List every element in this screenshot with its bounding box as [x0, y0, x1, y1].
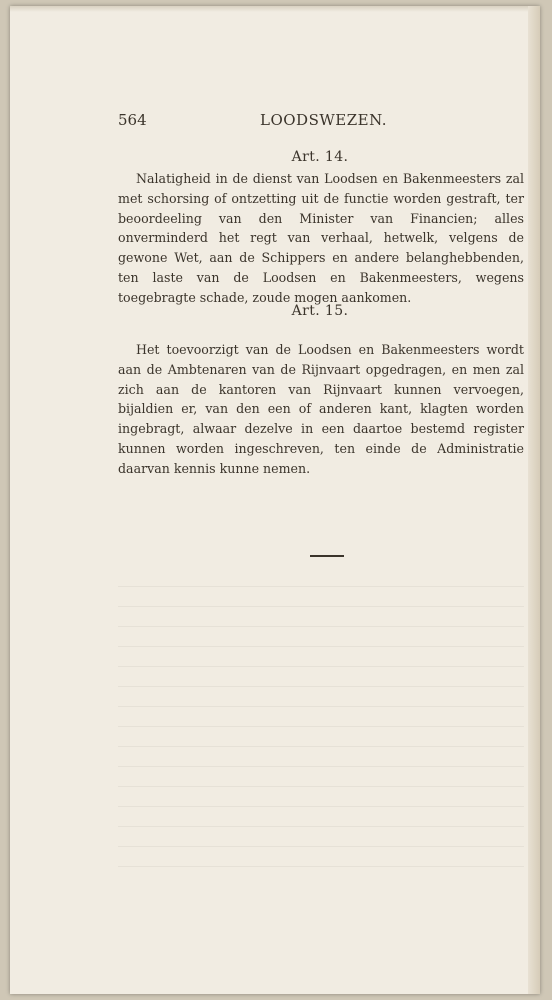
book-page [10, 6, 540, 994]
article-14-heading: Art. 14. [291, 149, 349, 165]
article-14-paragraph: Nalatigheid in de dienst van Loodsen en Bakenmeesters zal met schorsing of ontzetting uit de functie worden gestraft, ter beoordeeling van den Minister van Financien; alles onverminderd het regt van verhaal, hetwelk, velgens de gewone Wet, aan de Schippers en andere belanghebbenden, ten laste van de Loodsen en Bakenmeesters, wegens toegebragte schade, zoude mogen aankomen. [118, 171, 524, 305]
section-end-rule [310, 555, 344, 557]
running-title: LOODSWEZEN. [260, 111, 388, 129]
running-head [118, 111, 504, 133]
page-top-edge [10, 6, 540, 12]
article-15-paragraph: Het toevoorzigt van de Loodsen en Bakenmeesters wordt aan de Ambtenaren van de Rijnvaart opgedragen, en men zal zich aan de kantoren van Rijnvaart kunnen vervoegen, bijaldien er, van den een of anderen kant, klagten worden ingebragt, alwaar dezelve in een daartoe bestemd register kunnen worden ingeschreven, ten einde de Administratie daarvan kennis kunne nemen. [118, 342, 524, 476]
show-through-texture [118, 586, 524, 886]
article-15-heading: Art. 15. [291, 303, 349, 319]
page-number: 564 [118, 111, 147, 129]
